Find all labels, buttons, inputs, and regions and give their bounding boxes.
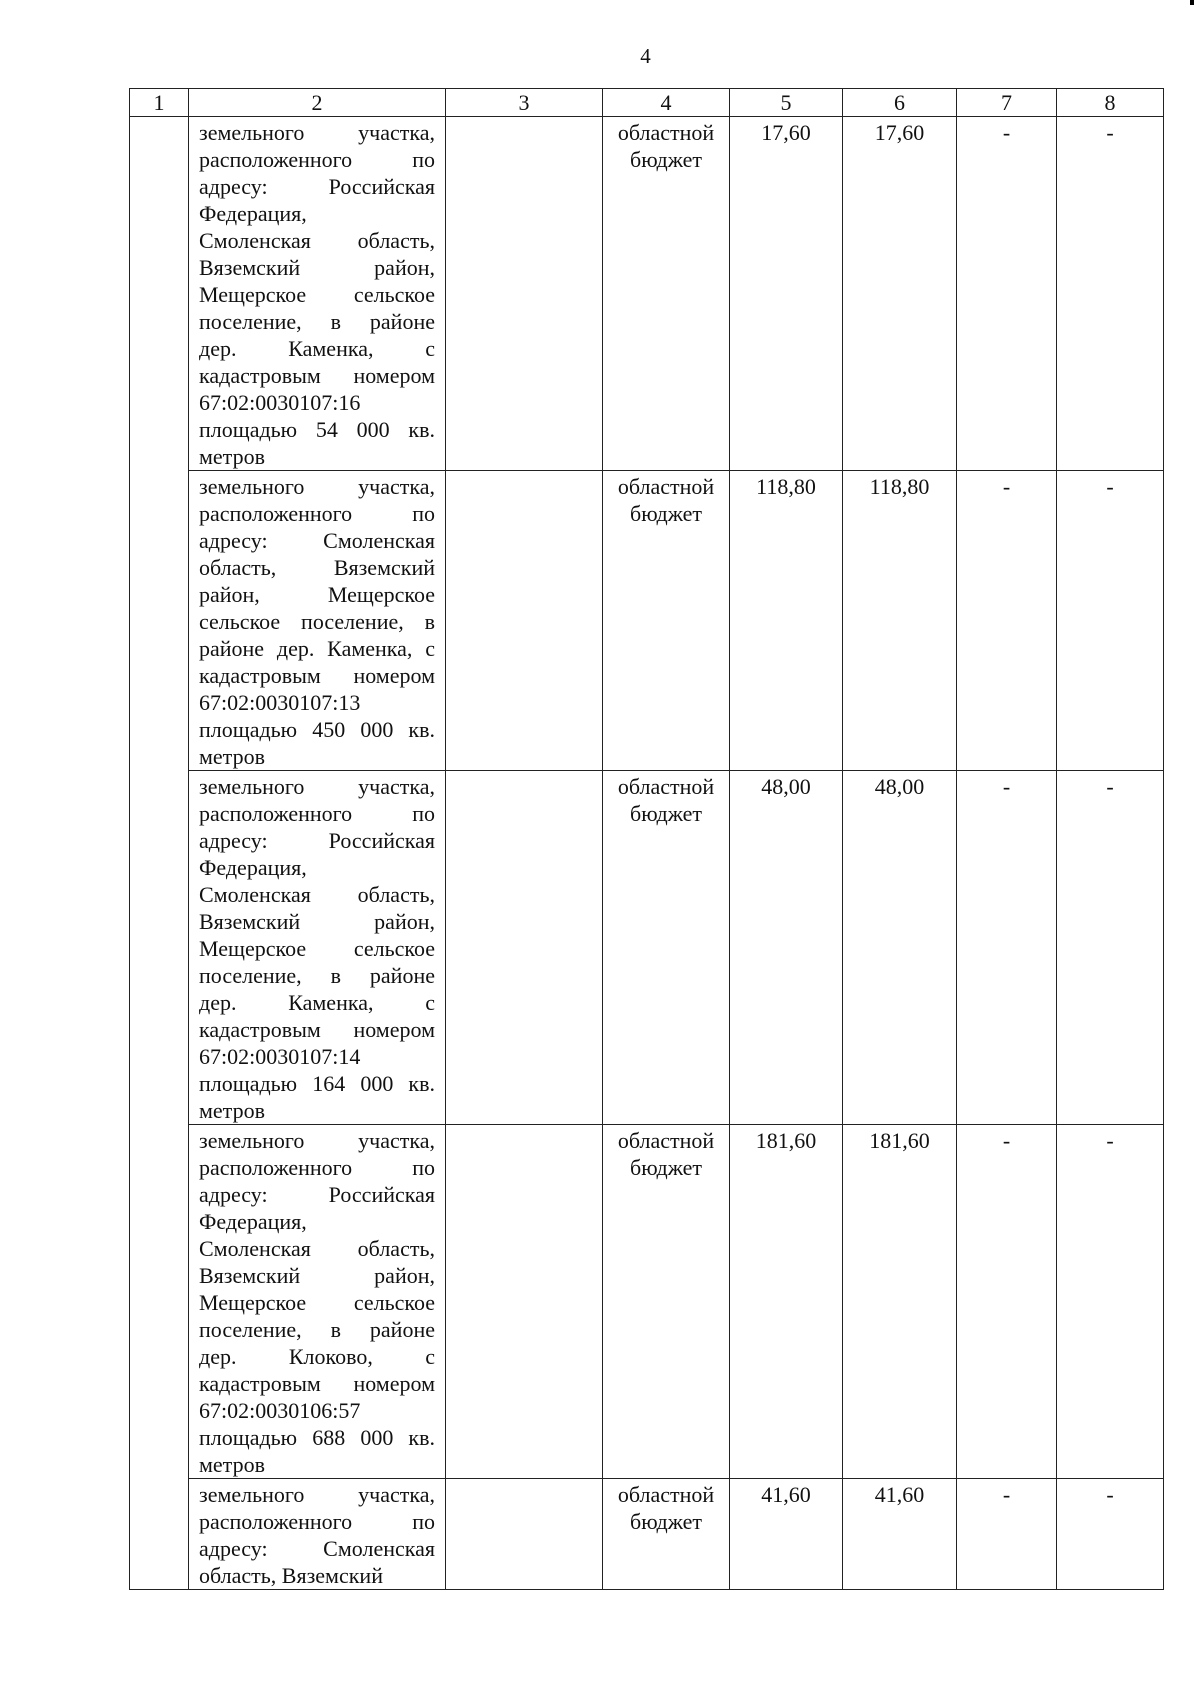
amount-col-6: 41,60 <box>843 1479 957 1590</box>
description-line: 67:02:0030107:16 <box>199 390 361 415</box>
description-line: Федерация, <box>199 1209 307 1234</box>
header-col-3: 3 <box>446 89 603 117</box>
funding-source-line2: бюджет <box>630 1155 702 1180</box>
funding-source-cell <box>603 1479 730 1590</box>
funding-source-cell <box>603 471 730 771</box>
description-line: земельного участка, <box>199 1128 435 1153</box>
funding-source-line1: областной <box>617 774 715 799</box>
amount-col-5: 181,60 <box>730 1125 843 1479</box>
header-col-1: 1 <box>130 89 189 117</box>
row-number-cell <box>130 117 189 1590</box>
funding-source-cell <box>603 1125 730 1479</box>
amount-col-5: 17,60 <box>730 117 843 471</box>
description-line: метров <box>199 1452 265 1477</box>
description-line: Смоленская область, <box>199 882 435 907</box>
table-row <box>130 471 1164 771</box>
funding-source-line1: областной <box>617 1482 715 1507</box>
description-line: Смоленская область, <box>199 228 435 253</box>
page-number: 4 <box>640 44 651 68</box>
header-col-5: 5 <box>730 89 843 117</box>
land-plot-description <box>189 771 446 1125</box>
description-line: районе дер. Каменка, с <box>199 636 435 661</box>
description-line: дер. Каменка, с <box>199 990 435 1015</box>
amount-col-5: 48,00 <box>730 771 843 1125</box>
col-3-cell <box>446 1479 603 1590</box>
value-col-8: - <box>1057 1479 1164 1590</box>
description-line: земельного участка, <box>199 774 435 799</box>
description-line: Смоленская область, <box>199 1236 435 1261</box>
description-line: адресу: Смоленская <box>199 1536 435 1561</box>
description-line: район, Мещерское <box>199 582 435 607</box>
amount-col-5: 41,60 <box>730 1479 843 1590</box>
value-col-8: - <box>1057 117 1164 471</box>
header-col-7: 7 <box>957 89 1057 117</box>
description-line: Мещерское сельское <box>199 1290 435 1315</box>
col-3-cell <box>446 1125 603 1479</box>
value-col-7: - <box>957 1479 1057 1590</box>
land-plot-description <box>189 1125 446 1479</box>
budget-table <box>129 88 1164 1590</box>
land-plot-description <box>189 117 446 471</box>
description-line: расположенного по <box>199 501 435 526</box>
land-plot-description <box>189 1479 446 1590</box>
description-line: адресу: Российская <box>199 1182 435 1207</box>
funding-source-line2: бюджет <box>630 1509 702 1534</box>
description-line: адресу: Российская <box>199 174 435 199</box>
funding-source-line2: бюджет <box>630 501 702 526</box>
funding-source-cell <box>603 117 730 471</box>
description-line: расположенного по <box>199 1509 435 1534</box>
table-row <box>130 771 1164 1125</box>
header-col-4: 4 <box>603 89 730 117</box>
description-line: площадью 450 000 кв. <box>199 717 435 742</box>
description-line: дер. Каменка, с <box>199 336 435 361</box>
amount-col-5: 118,80 <box>730 471 843 771</box>
value-col-7: - <box>957 771 1057 1125</box>
description-line: Федерация, <box>199 201 307 226</box>
description-line: кадастровым номером <box>199 1017 435 1042</box>
description-line: 67:02:0030107:14 <box>199 1044 361 1069</box>
description-line: 67:02:0030106:57 <box>199 1398 361 1423</box>
description-line: земельного участка, <box>199 474 435 499</box>
funding-source-cell <box>603 771 730 1125</box>
land-plot-description <box>189 471 446 771</box>
value-col-7: - <box>957 1125 1057 1479</box>
description-line: область, Вяземский <box>199 1563 383 1588</box>
funding-source-line1: областной <box>617 1128 715 1153</box>
funding-source-line1: областной <box>617 120 715 145</box>
value-col-8: - <box>1057 1125 1164 1479</box>
amount-col-6: 48,00 <box>843 771 957 1125</box>
description-line: Вяземский район, <box>199 909 435 934</box>
description-line: земельного участка, <box>199 1482 435 1507</box>
col-3-cell <box>446 471 603 771</box>
description-line: кадастровым номером <box>199 663 435 688</box>
value-col-8: - <box>1057 771 1164 1125</box>
value-col-7: - <box>957 471 1057 771</box>
description-line: 67:02:0030107:13 <box>199 690 361 715</box>
amount-col-6: 181,60 <box>843 1125 957 1479</box>
description-line: метров <box>199 444 265 469</box>
value-col-7: - <box>957 117 1057 471</box>
description-line: Вяземский район, <box>199 1263 435 1288</box>
header-col-6: 6 <box>843 89 957 117</box>
description-line: метров <box>199 1098 265 1123</box>
description-line: метров <box>199 744 265 769</box>
description-line: сельское поселение, в <box>199 609 435 634</box>
description-line: расположенного по <box>199 1155 435 1180</box>
header-col-2: 2 <box>189 89 446 117</box>
table-row <box>130 117 1164 471</box>
description-line: расположенного по <box>199 147 435 172</box>
description-line: Мещерское сельское <box>199 282 435 307</box>
value-col-8: - <box>1057 471 1164 771</box>
description-line: дер. Клоково, с <box>199 1344 435 1369</box>
amount-col-6: 118,80 <box>843 471 957 771</box>
amount-col-6: 17,60 <box>843 117 957 471</box>
funding-source-line1: областной <box>617 474 715 499</box>
description-line: площадью 688 000 кв. <box>199 1425 435 1450</box>
funding-source-line2: бюджет <box>630 801 702 826</box>
description-line: Мещерское сельское <box>199 936 435 961</box>
description-line: площадью 164 000 кв. <box>199 1071 435 1096</box>
table-row <box>130 1479 1164 1590</box>
header-row <box>130 89 1164 117</box>
header-col-8: 8 <box>1057 89 1164 117</box>
description-line: расположенного по <box>199 801 435 826</box>
col-3-cell <box>446 771 603 1125</box>
description-line: Вяземский район, <box>199 255 435 280</box>
description-line: кадастровым номером <box>199 363 435 388</box>
description-line: площадью 54 000 кв. <box>199 417 435 442</box>
description-line: область, Вяземский <box>199 555 435 580</box>
funding-source-line2: бюджет <box>630 147 702 172</box>
table-body <box>130 117 1164 1590</box>
table-row <box>130 1125 1164 1479</box>
corner-mark <box>1190 0 1194 5</box>
description-line: Федерация, <box>199 855 307 880</box>
description-line: поселение, в районе <box>199 1317 435 1342</box>
description-line: кадастровым номером <box>199 1371 435 1396</box>
description-line: поселение, в районе <box>199 309 435 334</box>
col-3-cell <box>446 117 603 471</box>
description-line: поселение, в районе <box>199 963 435 988</box>
description-line: земельного участка, <box>199 120 435 145</box>
description-line: адресу: Смоленская <box>199 528 435 553</box>
description-line: адресу: Российская <box>199 828 435 853</box>
